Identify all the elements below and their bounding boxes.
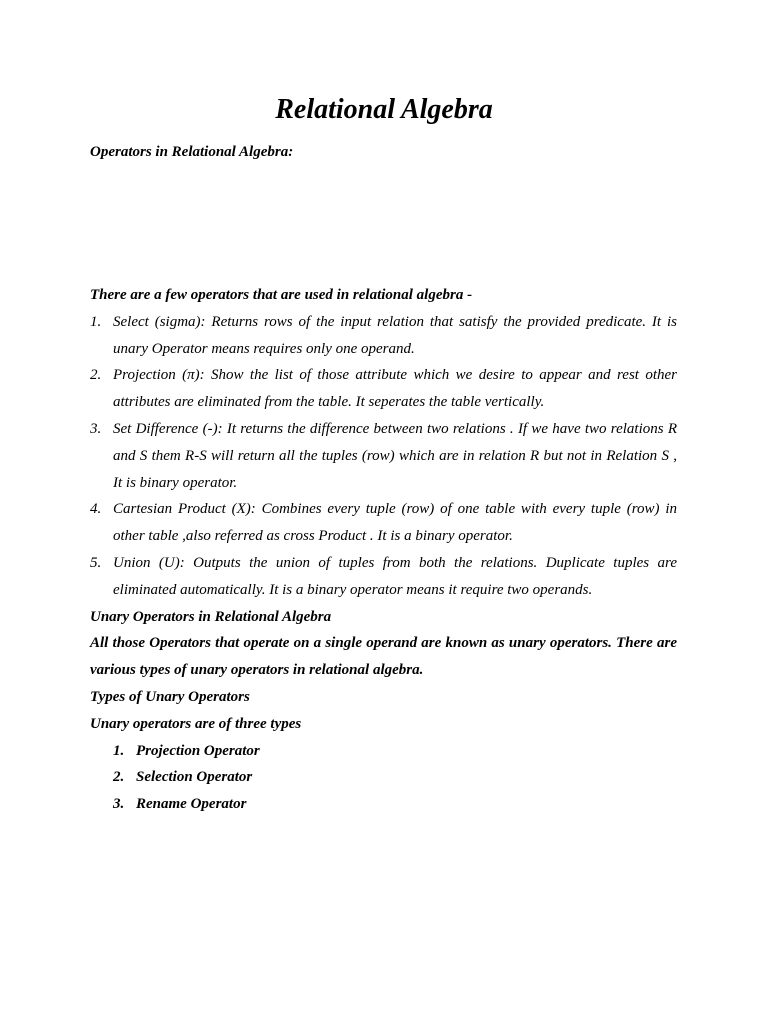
operator-text: Projection (π): Show the list of those attribute which we desire to appear and rest other attributes are eliminated from the table. It seperates the table vertically. (113, 367, 677, 411)
operators-intro: There are a few operators that are used in relational algebra - (90, 287, 473, 303)
unary-type-item (90, 738, 677, 765)
document-title: Relational Algebra (275, 94, 493, 125)
operator-item-union (90, 550, 677, 604)
unary-description: All those Operators that operate on a single operand are known as unary operators. There are various types of unary operators in relational algebra. (90, 635, 677, 679)
operator-item-set-difference (90, 416, 677, 496)
operator-item-select (90, 309, 677, 363)
types-intro: Unary operators are of three types (90, 715, 302, 732)
unary-type-item (90, 764, 677, 791)
operator-text: Select (sigma): Returns rows of the input relation that satisfy the provided predicate. It is unary Operator means requires only one operand. (113, 313, 677, 357)
unary-heading: Unary Operators in Relational Algebra (90, 608, 332, 625)
operators-subheading: Operators in Relational Algebra: (90, 144, 294, 160)
unary-type-text: Projection Operator (136, 742, 260, 759)
list-number: 4. (90, 501, 102, 518)
document-body (90, 282, 677, 818)
operator-item-cartesian-product (90, 496, 677, 550)
operators-list (90, 309, 677, 604)
list-number: 1. (113, 742, 125, 759)
operator-item-projection (90, 362, 677, 416)
unary-type-text: Rename Operator (136, 796, 247, 813)
unary-type-item (90, 791, 677, 818)
list-number: 3. (90, 420, 102, 437)
operator-text: Cartesian Product (X): Combines every tuple (row) of one table with every tuple (row) in other table ,also referred as cross Product . It is a binary operator. (113, 501, 677, 545)
list-number: 1. (90, 313, 102, 330)
list-number: 2. (90, 367, 102, 384)
unary-types-list (90, 738, 677, 818)
list-number: 2. (113, 769, 125, 786)
operator-text: Union (U): Outputs the union of tuples from both the relations. Duplicate tuples are eliminated automatically. It is a binary operator means it require two operands. (113, 554, 677, 598)
list-number: 3. (113, 796, 125, 813)
list-number: 5. (90, 554, 102, 571)
types-heading: Types of Unary Operators (90, 688, 250, 705)
unary-type-text: Selection Operator (136, 769, 253, 786)
operator-text: Set Difference (-): It returns the difference between two relations . If we have two relations R and S them R-S will return all the tuples (row) which are in relation R but not in Relation S , It is binary operator. (113, 420, 677, 491)
